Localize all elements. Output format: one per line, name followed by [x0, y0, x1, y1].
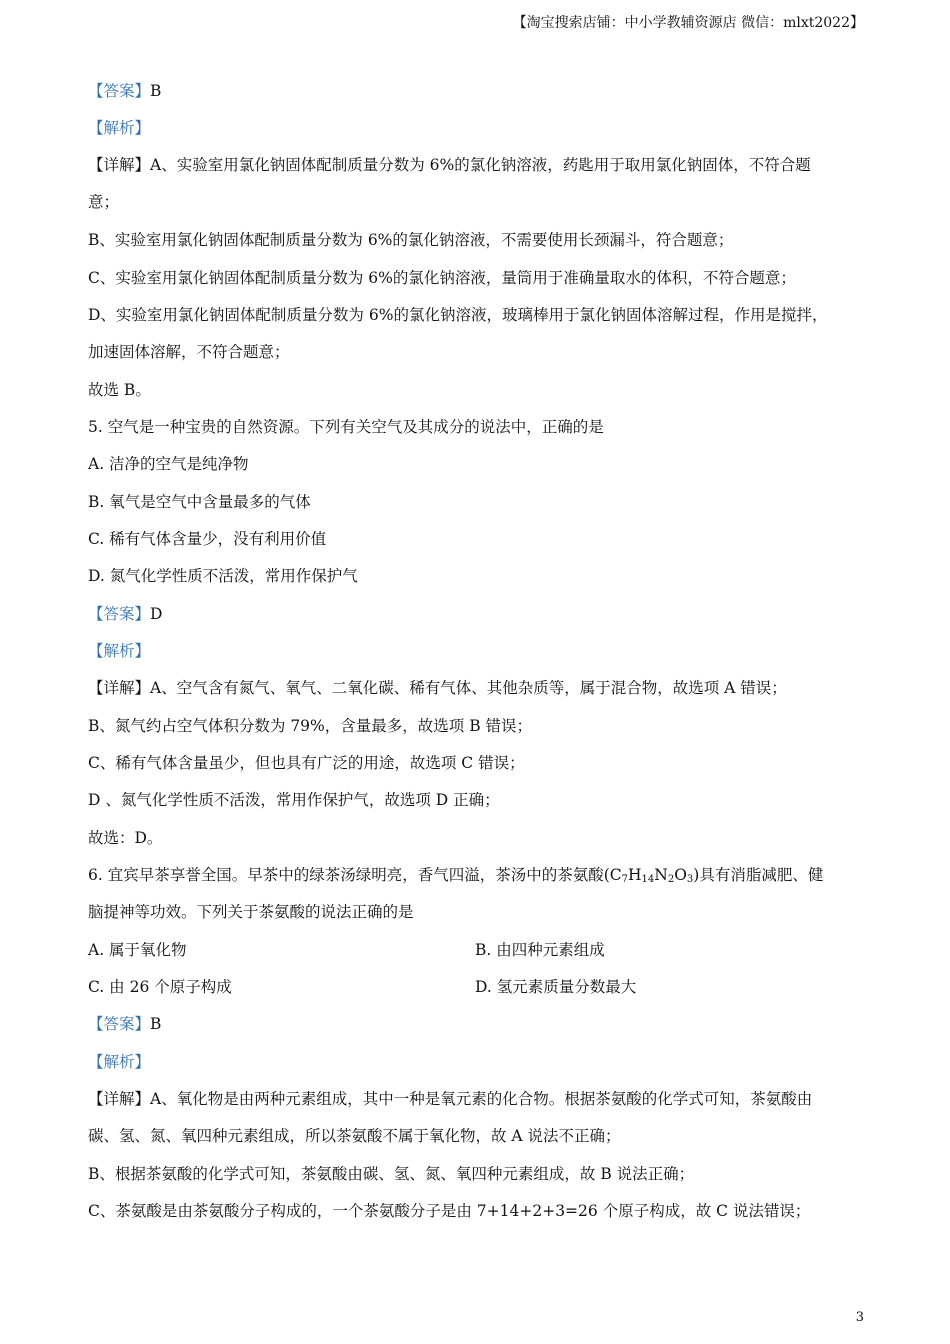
q4-answer [88, 81, 161, 101]
q5-option-a: A. 洁净的空气是纯净物 [88, 455, 249, 473]
formula-sub: 3 [686, 874, 694, 885]
q4-detail-line: 加速固体溶解，不符合题意； [88, 343, 290, 361]
q5-option-c: C. 稀有气体含量少，没有利用价值 [88, 530, 327, 548]
answer-value: B [150, 1015, 162, 1033]
q6-detail-line: 碳、氢、氮、氧四种元素组成，所以茶氨酸不属于氧化物，故 A 说法不正确； [88, 1127, 621, 1145]
q6-detail-line: 【详解】A、氧化物是由两种元素组成，其中一种是氧元素的化合物。根据茶氨酸的化学式可知，茶氨酸由 [88, 1090, 813, 1108]
q4-detail-line: D、实验室用氯化钠固体配制质量分数为 6%的氯化钠溶液，玻璃棒用于氯化钠固体溶解过程，作用是搅拌， [88, 306, 828, 324]
formula-sub: 14 [641, 874, 655, 885]
q5-detail-line: C、稀有气体含量虽少，但也具有广泛的用途，故选项 C 错误； [88, 754, 525, 772]
q4-detail-line: C、实验室用氯化钠固体配制质量分数为 6%的氯化钠溶液，量筒用于准确量取水的体积，不符合题意； [88, 269, 796, 287]
formula-element: O [674, 866, 687, 884]
q5-detail-line: B、氮气约占空气体积分数为 79%，含量最多，故选项 B 错误； [88, 717, 533, 735]
q5-analysis-tag: 【解析】 [88, 642, 151, 660]
q4-detail-line: 故选 B。 [88, 381, 151, 399]
q4-analysis-tag: 【解析】 [88, 119, 151, 137]
q6-stem-pre: 6. 宜宾早茶享誉全国。早茶中的绿茶汤绿明亮，香气四溢，茶汤中的茶氨酸(C [88, 866, 622, 884]
page-number: 3 [855, 1310, 864, 1325]
q5-detail-line: D 、氮气化学性质不活泼，常用作保护气，故选项 D 正确； [88, 791, 500, 809]
q6-detail-line: B、根据茶氨酸的化学式可知，茶氨酸由碳、氢、氮、氧四种元素组成，故 B 说法正确； [88, 1165, 695, 1183]
answer-tag: 【答案】 [88, 1015, 151, 1033]
q4-detail-line: B、实验室用氯化钠固体配制质量分数为 6%的氯化钠溶液，不需要使用长颈漏斗，符合题意； [88, 231, 734, 249]
q6-option-d: D. 氢元素质量分数最大 [475, 978, 637, 996]
q6-option-c: C. 由 26 个原子构成 [88, 978, 232, 996]
q6-analysis-tag: 【解析】 [88, 1053, 151, 1071]
q6-stem-line2: 脑提神等功效。下列关于茶氨酸的说法正确的是 [88, 903, 414, 921]
formula-element: N [654, 866, 668, 884]
q6-detail-line: C、茶氨酸是由茶氨酸分子构成的，一个茶氨酸分子是由 7+14+2+3=26 个原子构成，故 C 说法错误； [88, 1202, 811, 1220]
q4-detail-line: 【详解】A、实验室用氯化钠固体配制质量分数为 6%的氯化钠溶液，药匙用于取用氯化钠固体，不符合题 [88, 156, 811, 174]
q5-answer [88, 604, 162, 624]
answer-tag: 【答案】 [88, 82, 151, 100]
answer-value: D [150, 605, 163, 623]
q5-option-d: D. 氮气化学性质不活泼，常用作保护气 [88, 567, 358, 585]
q6-stem-post: )具有消脂减肥、健 [693, 866, 824, 884]
q5-option-b: B. 氧气是空气中含量最多的气体 [88, 493, 311, 511]
q6-option-a: A. 属于氧化物 [88, 941, 187, 959]
answer-tag: 【答案】 [88, 605, 151, 623]
formula-element: H [628, 866, 642, 884]
formula-sub: 7 [621, 874, 628, 885]
q6-answer [88, 1014, 161, 1034]
q5-stem: 5. 空气是一种宝贵的自然资源。下列有关空气及其成分的说法中，正确的是 [88, 418, 604, 436]
q6-option-b: B. 由四种元素组成 [475, 941, 605, 959]
answer-value: B [150, 82, 162, 100]
formula-sub: 2 [667, 874, 675, 885]
q4-detail-line: 意； [88, 193, 120, 211]
page-header: 【淘宝搜索店铺：中小学教辅资源店 微信：mlxt2022】 [512, 15, 864, 31]
q5-detail-line: 【详解】A、空气含有氮气、氧气、二氧化碳、稀有气体、其他杂质等，属于混合物，故选项 A 错误； [88, 679, 787, 697]
q6-stem [88, 865, 823, 890]
q5-detail-line: 故选：D。 [88, 829, 163, 847]
